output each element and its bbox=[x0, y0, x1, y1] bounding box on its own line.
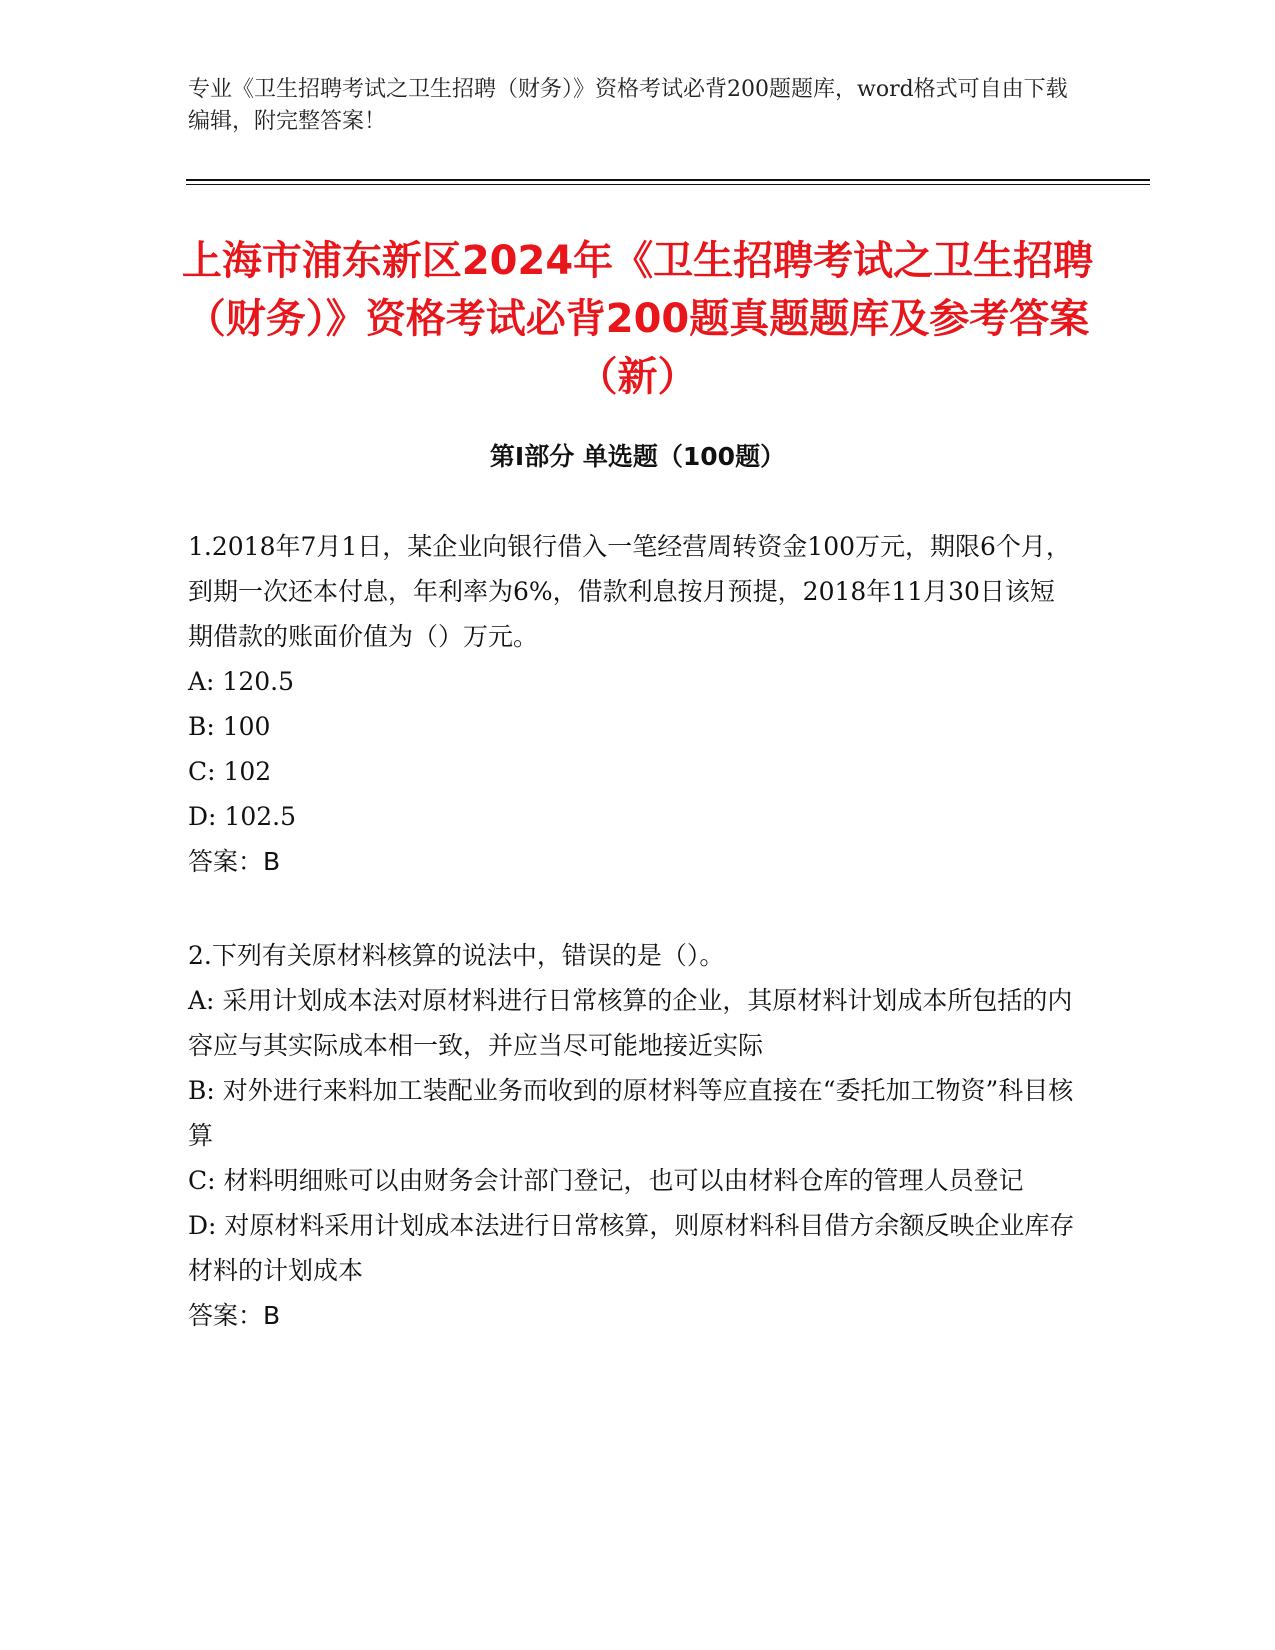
question-2-answer bbox=[188, 1293, 1078, 1338]
header-note: 专业《卫生招聘考试之卫生招聘（财务）》资格考试必背200题题库，word格式可自由下载编辑，附完整答案！ bbox=[188, 77, 1068, 134]
question-2-text: 2.下列有关原材料核算的说法中，错误的是（）。 bbox=[188, 941, 725, 970]
question-1-answer-value: B bbox=[263, 847, 281, 876]
question-1-answer-label: 答案： bbox=[188, 847, 264, 876]
question-2-option-a: A: 采用计划成本法对原材料进行日常核算的企业，其原材料计划成本所包括的内容应与其实际成本相一致，并应当尽可能地接近实际 bbox=[188, 986, 1073, 1060]
question-1-answer bbox=[188, 839, 1078, 884]
header-rule-thin bbox=[186, 184, 1150, 185]
question-1-text: 1.2018年7月1日，某企业向银行借入一笔经营周转资金100万元，期限6个月，到期一次还本付息，年利率为6%，借款利息按月预提，2018年11月30日该短期借款的账面价值为（）万元。 bbox=[188, 532, 1071, 651]
question-2-answer-value: B bbox=[263, 1301, 281, 1330]
document-title: 上海市浦东新区2024年《卫生招聘考试之卫生招聘（财务）》资格考试必背200题真题题库及参考答案（新） bbox=[181, 238, 1094, 400]
question-2-option-d: D: 对原材料采用计划成本法进行日常核算，则原材料科目借方余额反映企业库存材料的计划成本 bbox=[188, 1211, 1075, 1285]
question-1-option-b: B: 100 bbox=[188, 712, 271, 741]
question-2-option-c: C: 材料明细账可以由财务会计部门登记，也可以由材料仓库的管理人员登记 bbox=[188, 1166, 1024, 1195]
question-1-option-c: C: 102 bbox=[188, 757, 272, 786]
question-2-option-b: B: 对外进行来料加工装配业务而收到的原材料等应直接在“委托加工物资”科目核算 bbox=[188, 1076, 1074, 1150]
question-1-option-a: A: 120.5 bbox=[188, 667, 294, 696]
header-rule-thick bbox=[186, 179, 1150, 181]
section-heading: 第I部分 单选题（100题） bbox=[489, 442, 786, 471]
question-1-option-d: D: 102.5 bbox=[188, 802, 296, 831]
question-1 bbox=[188, 524, 1078, 884]
question-2-answer-label: 答案： bbox=[188, 1301, 264, 1330]
question-2 bbox=[188, 933, 1078, 1338]
